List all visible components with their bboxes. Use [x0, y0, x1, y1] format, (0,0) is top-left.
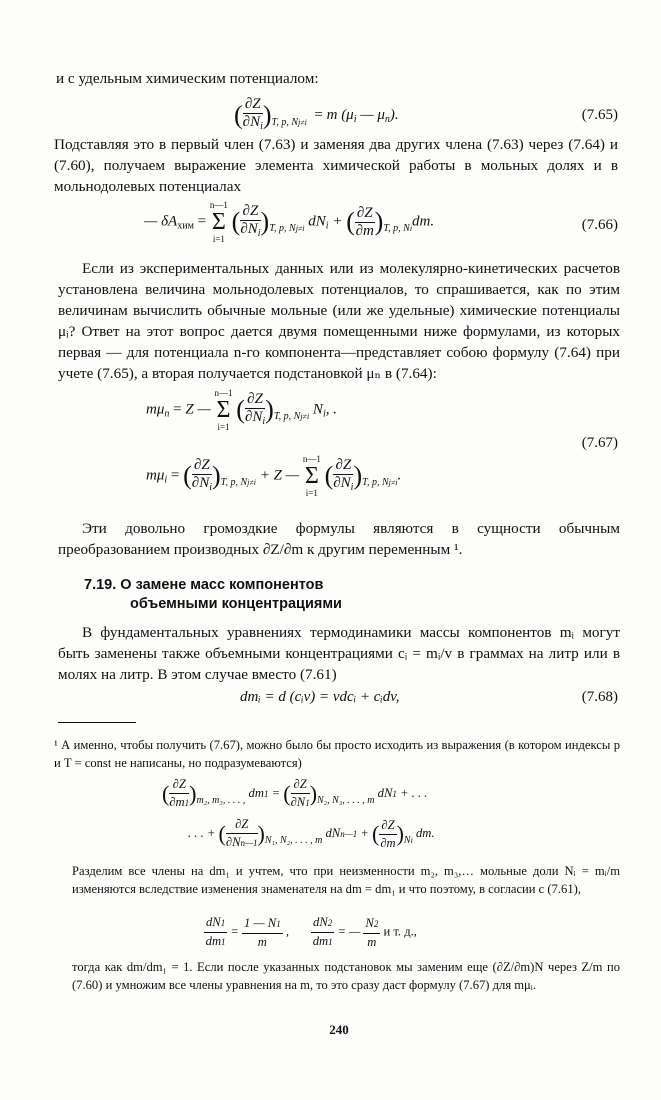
footnote	[54, 736, 620, 772]
paragraph-1: Подставляя это в первый член (7.63) и заменяя два других члена (7.63) через (7.64) и (7.60), получаем выражение элемента химической работы в мольных долях и в мольнодолевых потенциалах	[54, 136, 618, 195]
paragraph-3: Эти довольно громоздкие формулы являются в сущности обычным преобразованием производных ∂Z/∂m к другим переменным ¹.	[58, 520, 620, 558]
equation-7-65: ( $\frac{\partial Z}{\partial N_i}$ )$_{T, p, Nj\ne i} = m$ ($\mu_i$ — $\mu_n$). (7.65)	[234, 96, 618, 132]
equation-7-66: — $\delta A_{хим}$ = n—1 Σ i=1 ( $\frac{\partial Z}{\partial N_i}$ )$_{T, p, Nj\ne i}$ $dN_i$ + ( $\frac{\partial Z}{\partial m}$ )$_{T, p, Ni}dm$. (7.66)	[144, 200, 618, 244]
equation-7-68	[58, 686, 620, 712]
footnote-formula-1: ( $\frac{\partial Z}{\partial m1}$ )$_{m_2, m_3, . . . ,}$ dm1 = ( $\frac{\partial Z}{\partial N1}$ )$_{N_2, N_3, . . . , m}$ dN1 + . . .	[162, 777, 428, 809]
section-heading-line-2: объемными концентрациями	[130, 596, 342, 612]
footnote-text-2: Разделим все члены на dm₁ и учтем, что при неизменности m₂, m₃,… мольные доли Nᵢ = mᵢ/m изменяются вследствие изменения знаменателя на dm = dm₁ и что поэтому, в согласии с (7.61),	[72, 864, 620, 896]
equation-number: (7.67)	[581, 435, 618, 451]
footnote-rule	[58, 722, 136, 723]
section-heading	[84, 576, 584, 614]
equation-number: (7.66)	[581, 217, 618, 233]
equation-body: dmᵢ = d (cᵢv) = vdcᵢ + cᵢdv,	[240, 689, 400, 705]
footnote-text-1: А именно, чтобы получить (7.67), можно было бы просто исходить из выражения (в котором индексы p и T = const не написаны, но подразумеваются)	[54, 738, 620, 770]
page-number: 240	[329, 1022, 349, 1037]
intro-line: и с удельным химическим потенциалом:	[56, 70, 319, 87]
paragraph-4: В фундаментальных уравнениях термодинамики массы компонентов mᵢ могут быть заменены также объемными концентрациями cᵢ = mᵢ/v в граммах на литр или в молях на литр. В этом случае вместо (7.61)	[58, 624, 620, 683]
footnote-formula-2: . . . + ( $\frac{\partial Z}{\partial Nn—1}$ )$_{N_1, N_2, . . . , m}$ dNn—1 + ( $\frac{\partial Z}{\partial m}$ )$_{Ni}$ dm.	[188, 817, 435, 850]
footnote-formula-3: $\frac{dN1}{dm1}$ = $\frac{1 — N1}{m}$ , $\frac{dN2}{dm1}$ = — $\frac{N2}{m}$ и т. д.,	[205, 915, 417, 949]
equation-number: (7.65)	[581, 107, 618, 123]
equation-7-67: $m\mu_n = Z$ — n—1 Σ i=1 ( $\frac{\partial Z}{\partial N_i}$ )$_{T, p, Nj\ne i}$ $N_i$, . (7.67) $m\mu_i$ = ( $\frac{\partial Z}{\partial N_i}$ )$_{T, p, Nj\ne i} + Z$ — n—1 Σ i=1 ( $\frac{\partial Z}{\partial N_i}$ )$_{T, p, Nj\ne i}$.	[146, 388, 618, 498]
section-heading-line-1: 7.19. О замене масс компонентов	[84, 577, 324, 593]
footnote-text-3: тогда как dm/dm₁ = 1. Если после указанных подстановок мы заменим еще (∂Z/∂m)N через Z/m по (7.60) и умножим все члены уравнения на m, то это сразу даст формулу (7.67) для mμᵢ.	[72, 960, 620, 992]
footnote-marker: ¹	[54, 738, 58, 752]
equation-number: (7.68)	[581, 689, 618, 705]
paragraph-2: Если из экспериментальных данных или из молекулярно-кинетических расчетов установлена величина мольнодолевых потенциалов, то спрашивается, как по этим величинам вычислить обычные мольные (или же удельные) химические потенциалы μᵢ? Ответ на этот вопрос дается двумя помещенными ниже формулами, из которых первая — для потенциала n-го компонента—представляет собою формулу (7.64) при учете (7.65), а вторая получается подстановкой μₙ в (7.64):	[58, 260, 620, 382]
